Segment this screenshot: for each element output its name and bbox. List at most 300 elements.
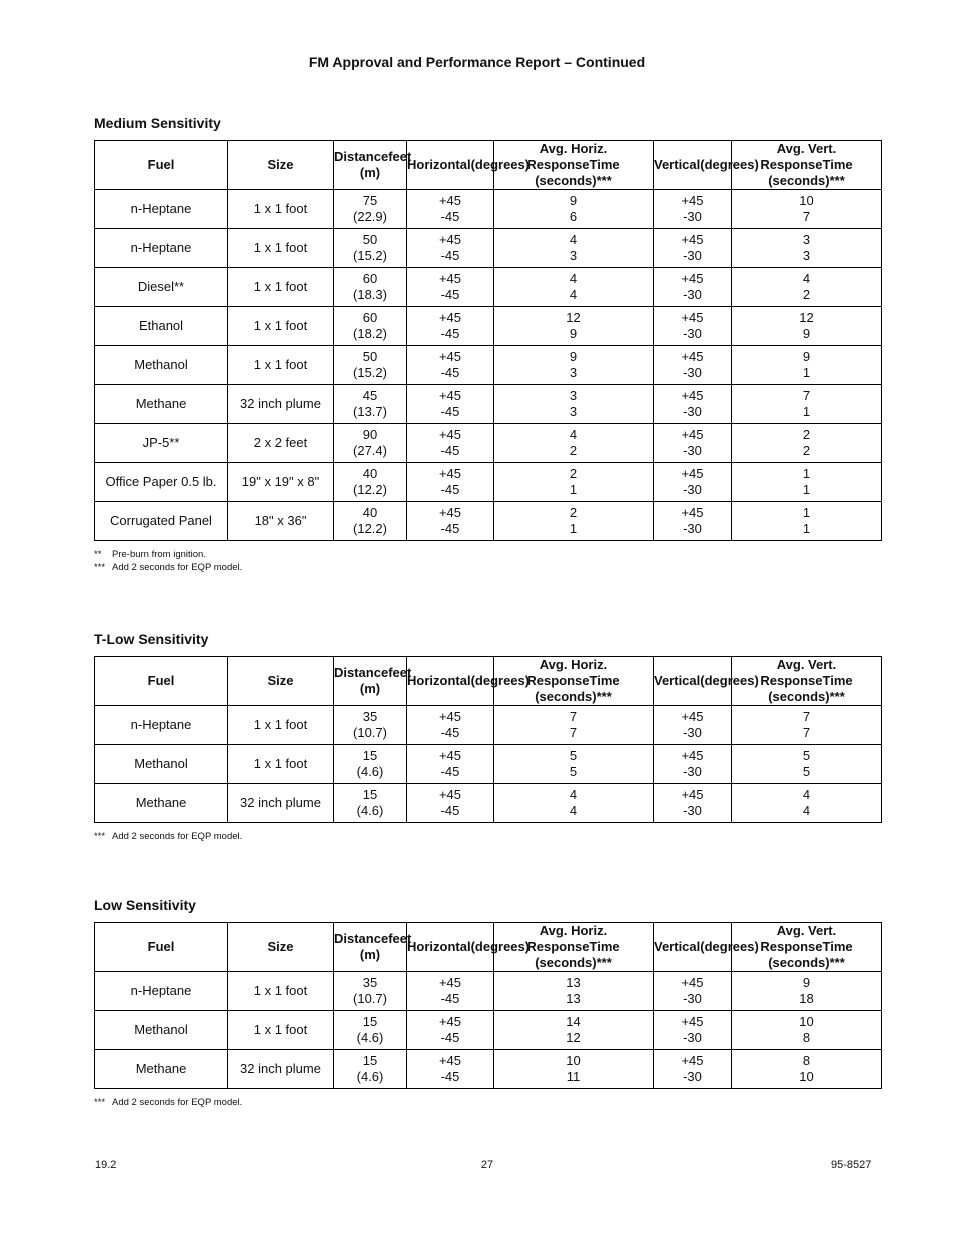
table-row bbox=[95, 784, 882, 823]
distance-meters: (22.9) bbox=[353, 209, 387, 224]
table-cell bbox=[654, 784, 732, 823]
table-cell bbox=[228, 745, 334, 784]
footnotes bbox=[94, 1096, 881, 1109]
table-cell bbox=[407, 745, 494, 784]
vertical-positive: +45 bbox=[681, 388, 704, 403]
vertical-negative: -30 bbox=[683, 248, 702, 263]
table-cell bbox=[494, 190, 654, 229]
table-cell bbox=[407, 424, 494, 463]
table-cell bbox=[494, 463, 654, 502]
table-cell bbox=[654, 424, 732, 463]
horizontal-positive: +45 bbox=[438, 349, 462, 364]
vert-response-1: 1 bbox=[802, 466, 811, 481]
horizontal-negative: -45 bbox=[440, 404, 460, 419]
table-cell bbox=[654, 1011, 732, 1050]
footnote-mark: ** bbox=[94, 549, 102, 560]
horizontal-negative: -45 bbox=[440, 326, 460, 341]
horizontal-negative: -45 bbox=[440, 521, 460, 536]
horizontal-negative: -45 bbox=[440, 1069, 460, 1084]
horizontal-negative: -45 bbox=[440, 991, 460, 1006]
table-cell bbox=[334, 972, 407, 1011]
table-cell bbox=[334, 502, 407, 541]
distance-meters: (4.6) bbox=[356, 1030, 384, 1045]
column-header-label: Avg. Horiz. ResponseTime (seconds)*** bbox=[527, 141, 620, 188]
table-cell bbox=[334, 463, 407, 502]
horizontal-positive: +45 bbox=[438, 427, 462, 442]
table-row bbox=[95, 1011, 882, 1050]
horiz-response-2: 11 bbox=[566, 1069, 581, 1084]
distance-feet: 35 bbox=[362, 975, 378, 990]
vertical-negative: -30 bbox=[683, 1030, 702, 1045]
table-cell bbox=[732, 784, 882, 823]
horiz-response-2: 3 bbox=[569, 248, 578, 263]
distance-feet: 75 bbox=[362, 193, 378, 208]
table-cell bbox=[732, 1050, 882, 1089]
vertical-negative: -30 bbox=[683, 991, 702, 1006]
table-cell bbox=[732, 229, 882, 268]
table-cell bbox=[407, 190, 494, 229]
horiz-response-1: 3 bbox=[569, 388, 578, 403]
table-cell bbox=[494, 346, 654, 385]
vertical-negative: -30 bbox=[683, 287, 702, 302]
fuel-cell: Methanol bbox=[134, 756, 188, 771]
table-cell bbox=[732, 1011, 882, 1050]
vertical-negative: -30 bbox=[683, 764, 702, 779]
distance-meters: (10.7) bbox=[353, 725, 387, 740]
horiz-response-1: 9 bbox=[569, 349, 578, 364]
horizontal-positive: +45 bbox=[438, 1014, 462, 1029]
horizontal-negative: -45 bbox=[440, 1030, 460, 1045]
table-cell bbox=[95, 1011, 228, 1050]
horizontal-positive: +45 bbox=[438, 193, 462, 208]
section-heading: Low Sensitivity bbox=[94, 897, 196, 913]
table-cell bbox=[494, 424, 654, 463]
table-cell bbox=[654, 229, 732, 268]
vert-response-1: 7 bbox=[802, 388, 811, 403]
table-cell bbox=[334, 346, 407, 385]
page-title: FM Approval and Performance Report – Continued bbox=[308, 54, 646, 70]
vert-response-2: 18 bbox=[799, 991, 814, 1006]
distance-meters: (18.2) bbox=[353, 326, 387, 341]
table-row bbox=[95, 307, 882, 346]
vert-response-1: 9 bbox=[802, 349, 811, 364]
table-row bbox=[95, 745, 882, 784]
vert-response-2: 7 bbox=[802, 725, 811, 740]
table-cell bbox=[228, 346, 334, 385]
horizontal-negative: -45 bbox=[440, 764, 460, 779]
distance-meters: (12.2) bbox=[353, 521, 387, 536]
size-cell: 2 x 2 feet bbox=[253, 435, 308, 450]
table-cell bbox=[334, 268, 407, 307]
table-cell bbox=[95, 229, 228, 268]
distance-feet: 40 bbox=[362, 505, 378, 520]
horiz-response-2: 12 bbox=[566, 1030, 581, 1045]
horiz-response-1: 4 bbox=[569, 787, 578, 802]
column-header-label: Fuel bbox=[147, 673, 175, 688]
header-row bbox=[95, 657, 882, 706]
table-cell bbox=[407, 385, 494, 424]
table-row bbox=[95, 346, 882, 385]
table-cell bbox=[407, 784, 494, 823]
column-header bbox=[654, 141, 759, 190]
horiz-response-2: 4 bbox=[569, 803, 578, 818]
footer-page-number: 27 bbox=[480, 1159, 494, 1171]
column-header-label: Fuel bbox=[147, 157, 175, 172]
vertical-negative: -30 bbox=[683, 209, 702, 224]
vert-response-1: 12 bbox=[799, 310, 814, 325]
size-cell: 32 inch plume bbox=[240, 396, 321, 411]
horiz-response-1: 10 bbox=[566, 1053, 581, 1068]
table-cell bbox=[407, 463, 494, 502]
table-cell bbox=[732, 190, 882, 229]
column-header-label: Fuel bbox=[147, 939, 175, 954]
horizontal-negative: -45 bbox=[440, 803, 460, 818]
distance-feet: 50 bbox=[362, 349, 378, 364]
fuel-cell: Methane bbox=[135, 1061, 187, 1076]
table-cell bbox=[334, 307, 407, 346]
vert-response-2: 7 bbox=[802, 209, 811, 224]
vertical-positive: +45 bbox=[681, 748, 704, 763]
fuel-cell: Office Paper 0.5 lb. bbox=[105, 474, 217, 489]
footnote bbox=[94, 548, 881, 561]
footnote bbox=[94, 830, 881, 843]
distance-feet: 60 bbox=[362, 310, 378, 325]
vert-response-1: 10 bbox=[799, 1014, 814, 1029]
column-header bbox=[228, 657, 334, 706]
footnotes bbox=[94, 548, 881, 574]
table-cell bbox=[654, 346, 732, 385]
distance-meters: (13.7) bbox=[353, 404, 387, 419]
horiz-response-1: 2 bbox=[569, 505, 578, 520]
table-row bbox=[95, 706, 882, 745]
column-header-label: Distancefeet (m) bbox=[334, 931, 412, 962]
horiz-response-1: 12 bbox=[566, 310, 581, 325]
table-row bbox=[95, 972, 882, 1011]
horizontal-negative: -45 bbox=[440, 287, 460, 302]
table-cell bbox=[95, 502, 228, 541]
footnote-text: Pre-burn from ignition. bbox=[112, 549, 206, 560]
table-cell bbox=[95, 745, 228, 784]
horiz-response-2: 6 bbox=[569, 209, 578, 224]
fuel-cell: Methanol bbox=[134, 357, 188, 372]
table-cell bbox=[494, 972, 654, 1011]
footnote bbox=[94, 561, 881, 574]
vert-response-2: 2 bbox=[802, 443, 811, 458]
table-cell bbox=[228, 190, 334, 229]
size-cell: 1 x 1 foot bbox=[253, 357, 308, 372]
column-header bbox=[407, 923, 530, 972]
table-cell bbox=[407, 1011, 494, 1050]
distance-meters: (10.7) bbox=[353, 991, 387, 1006]
vertical-positive: +45 bbox=[681, 193, 704, 208]
size-cell: 1 x 1 foot bbox=[253, 756, 308, 771]
table-cell bbox=[494, 307, 654, 346]
horiz-response-2: 9 bbox=[569, 326, 578, 341]
data-table bbox=[94, 140, 882, 541]
table-cell bbox=[95, 784, 228, 823]
distance-meters: (18.3) bbox=[353, 287, 387, 302]
data-table bbox=[94, 656, 882, 823]
table-cell bbox=[407, 268, 494, 307]
distance-meters: (4.6) bbox=[356, 1069, 384, 1084]
horizontal-positive: +45 bbox=[438, 271, 462, 286]
vert-response-2: 1 bbox=[802, 482, 811, 497]
footnote bbox=[94, 1096, 881, 1109]
size-cell: 32 inch plume bbox=[240, 795, 321, 810]
vert-response-2: 2 bbox=[802, 287, 811, 302]
vert-response-2: 10 bbox=[799, 1069, 814, 1084]
horizontal-negative: -45 bbox=[440, 482, 460, 497]
horizontal-negative: -45 bbox=[440, 209, 460, 224]
distance-feet: 40 bbox=[362, 466, 378, 481]
vert-response-2: 4 bbox=[802, 803, 811, 818]
column-header-label: Size bbox=[267, 157, 294, 172]
table-cell bbox=[334, 1050, 407, 1089]
table-cell bbox=[228, 1050, 334, 1089]
horizontal-positive: +45 bbox=[438, 505, 462, 520]
table-cell bbox=[95, 424, 228, 463]
horizontal-negative: -45 bbox=[440, 725, 460, 740]
vert-response-1: 7 bbox=[802, 709, 811, 724]
vertical-positive: +45 bbox=[681, 427, 704, 442]
table-row bbox=[95, 385, 882, 424]
horizontal-positive: +45 bbox=[438, 787, 462, 802]
column-header-label: Vertical(degrees) bbox=[654, 673, 759, 688]
column-header-label: Avg. Vert. ResponseTime (seconds)*** bbox=[760, 923, 853, 970]
column-header-label: Distancefeet (m) bbox=[334, 149, 412, 180]
size-cell: 1 x 1 foot bbox=[253, 983, 308, 998]
distance-feet: 90 bbox=[362, 427, 378, 442]
footnote-text: Add 2 seconds for EQP model. bbox=[112, 562, 243, 573]
column-header-label: Horizontal(degrees) bbox=[407, 939, 530, 954]
table-cell bbox=[654, 268, 732, 307]
table-cell bbox=[95, 463, 228, 502]
vert-response-1: 10 bbox=[799, 193, 814, 208]
vertical-positive: +45 bbox=[681, 466, 704, 481]
table-cell bbox=[95, 1050, 228, 1089]
vertical-negative: -30 bbox=[683, 326, 702, 341]
vertical-negative: -30 bbox=[683, 365, 702, 380]
table-cell bbox=[732, 307, 882, 346]
table-cell bbox=[407, 1050, 494, 1089]
horiz-response-1: 4 bbox=[569, 427, 578, 442]
fuel-cell: Methane bbox=[135, 795, 187, 810]
table-cell bbox=[654, 1050, 732, 1089]
horizontal-negative: -45 bbox=[440, 365, 460, 380]
vertical-positive: +45 bbox=[681, 709, 704, 724]
column-header-label: Avg. Horiz. ResponseTime (seconds)*** bbox=[527, 657, 620, 704]
vert-response-1: 2 bbox=[802, 427, 811, 442]
table-cell bbox=[228, 502, 334, 541]
size-cell: 1 x 1 foot bbox=[253, 201, 308, 216]
horiz-response-1: 7 bbox=[569, 709, 578, 724]
footnote-mark: *** bbox=[94, 562, 106, 573]
table-cell bbox=[228, 972, 334, 1011]
fuel-cell: Ethanol bbox=[138, 318, 184, 333]
table-cell bbox=[494, 1011, 654, 1050]
column-header-label: Horizontal(degrees) bbox=[407, 157, 530, 172]
column-header-label: Vertical(degrees) bbox=[654, 157, 759, 172]
table-cell bbox=[494, 229, 654, 268]
horiz-response-1: 4 bbox=[569, 271, 578, 286]
footer-doc-number: 95-8527 bbox=[831, 1159, 872, 1171]
table-cell bbox=[334, 229, 407, 268]
horizontal-positive: +45 bbox=[438, 310, 462, 325]
distance-feet: 15 bbox=[362, 1014, 378, 1029]
distance-meters: (15.2) bbox=[353, 365, 387, 380]
table-cell bbox=[228, 385, 334, 424]
table-cell bbox=[732, 745, 882, 784]
column-header-label: Size bbox=[267, 939, 294, 954]
distance-feet: 15 bbox=[362, 787, 378, 802]
column-header bbox=[334, 923, 412, 972]
fuel-cell: Methane bbox=[135, 396, 187, 411]
table-row bbox=[95, 268, 882, 307]
column-header bbox=[334, 657, 412, 706]
table-cell bbox=[95, 706, 228, 745]
horiz-response-2: 3 bbox=[569, 404, 578, 419]
vert-response-1: 8 bbox=[802, 1053, 811, 1068]
horizontal-positive: +45 bbox=[438, 232, 462, 247]
column-header bbox=[95, 141, 228, 190]
horiz-response-1: 14 bbox=[566, 1014, 581, 1029]
table-cell bbox=[334, 190, 407, 229]
distance-feet: 50 bbox=[362, 232, 378, 247]
horiz-response-2: 7 bbox=[569, 725, 578, 740]
table-cell bbox=[494, 784, 654, 823]
fuel-cell: n-Heptane bbox=[130, 201, 192, 216]
distance-meters: (4.6) bbox=[356, 803, 384, 818]
column-header bbox=[654, 923, 759, 972]
horiz-response-2: 2 bbox=[569, 443, 578, 458]
table-cell bbox=[95, 190, 228, 229]
fuel-cell: Methanol bbox=[134, 1022, 188, 1037]
table-cell bbox=[407, 346, 494, 385]
table-cell bbox=[95, 307, 228, 346]
vert-response-2: 5 bbox=[802, 764, 811, 779]
table-cell bbox=[228, 307, 334, 346]
medium-sensitivity-section bbox=[94, 115, 881, 574]
table-cell bbox=[334, 385, 407, 424]
vertical-positive: +45 bbox=[681, 505, 704, 520]
size-cell: 1 x 1 foot bbox=[253, 1022, 308, 1037]
horizontal-negative: -45 bbox=[440, 443, 460, 458]
column-header-label: Avg. Vert. ResponseTime (seconds)*** bbox=[760, 657, 853, 704]
distance-meters: (15.2) bbox=[353, 248, 387, 263]
size-cell: 1 x 1 foot bbox=[253, 240, 308, 255]
column-header-label: Horizontal(degrees) bbox=[407, 673, 530, 688]
fuel-cell: n-Heptane bbox=[130, 240, 192, 255]
horiz-response-2: 1 bbox=[569, 521, 578, 536]
table-row bbox=[95, 229, 882, 268]
table-cell bbox=[732, 706, 882, 745]
distance-feet: 15 bbox=[362, 748, 378, 763]
column-header-label: Avg. Vert. ResponseTime (seconds)*** bbox=[760, 141, 853, 188]
table-cell bbox=[732, 424, 882, 463]
footnote-mark: *** bbox=[94, 831, 106, 842]
size-cell: 32 inch plume bbox=[240, 1061, 321, 1076]
table-cell bbox=[654, 745, 732, 784]
vert-response-2: 1 bbox=[802, 365, 811, 380]
vertical-negative: -30 bbox=[683, 521, 702, 536]
column-header bbox=[95, 923, 228, 972]
table-cell bbox=[407, 229, 494, 268]
vert-response-2: 1 bbox=[802, 404, 811, 419]
table-cell bbox=[654, 307, 732, 346]
vertical-negative: -30 bbox=[683, 725, 702, 740]
data-table bbox=[94, 922, 882, 1089]
table-cell bbox=[95, 972, 228, 1011]
table-cell bbox=[732, 463, 882, 502]
footer-revision: 19.2 bbox=[95, 1159, 117, 1171]
table-row bbox=[95, 502, 882, 541]
distance-feet: 15 bbox=[362, 1053, 378, 1068]
column-header bbox=[95, 657, 228, 706]
footnote-text: Add 2 seconds for EQP model. bbox=[112, 1097, 243, 1108]
table-cell bbox=[732, 502, 882, 541]
horiz-response-1: 2 bbox=[569, 466, 578, 481]
horizontal-negative: -45 bbox=[440, 248, 460, 263]
size-cell: 19" x 19" x 8" bbox=[241, 474, 320, 489]
table-cell bbox=[228, 1011, 334, 1050]
column-header-label: Distancefeet (m) bbox=[334, 665, 412, 696]
table-cell bbox=[494, 502, 654, 541]
vert-response-2: 1 bbox=[802, 521, 811, 536]
horizontal-positive: +45 bbox=[438, 709, 462, 724]
table-cell bbox=[407, 972, 494, 1011]
vertical-positive: +45 bbox=[681, 349, 704, 364]
distance-feet: 60 bbox=[362, 271, 378, 286]
column-header-label: Vertical(degrees) bbox=[654, 939, 759, 954]
horizontal-positive: +45 bbox=[438, 388, 462, 403]
table-cell bbox=[334, 1011, 407, 1050]
table-cell bbox=[407, 307, 494, 346]
vertical-negative: -30 bbox=[683, 443, 702, 458]
vertical-negative: -30 bbox=[683, 803, 702, 818]
vert-response-1: 3 bbox=[802, 232, 811, 247]
vertical-positive: +45 bbox=[681, 787, 704, 802]
distance-feet: 35 bbox=[362, 709, 378, 724]
section-heading: Medium Sensitivity bbox=[94, 115, 221, 131]
vert-response-2: 9 bbox=[802, 326, 811, 341]
vertical-positive: +45 bbox=[681, 271, 704, 286]
table-cell bbox=[334, 784, 407, 823]
table-cell bbox=[654, 463, 732, 502]
vert-response-1: 4 bbox=[802, 271, 811, 286]
table-cell bbox=[732, 268, 882, 307]
column-header-label: Avg. Horiz. ResponseTime (seconds)*** bbox=[527, 923, 620, 970]
column-header bbox=[407, 141, 530, 190]
section-heading: T-Low Sensitivity bbox=[94, 631, 209, 647]
table-cell bbox=[334, 745, 407, 784]
distance-meters: (27.4) bbox=[353, 443, 387, 458]
horiz-response-1: 9 bbox=[569, 193, 578, 208]
vert-response-2: 8 bbox=[802, 1030, 811, 1045]
column-header bbox=[228, 923, 334, 972]
footnote-text: Add 2 seconds for EQP model. bbox=[112, 831, 243, 842]
table-cell bbox=[654, 385, 732, 424]
table-cell bbox=[494, 745, 654, 784]
horiz-response-2: 5 bbox=[569, 764, 578, 779]
vertical-positive: +45 bbox=[681, 232, 704, 247]
header-row bbox=[95, 141, 882, 190]
footnote-mark: *** bbox=[94, 1097, 106, 1108]
horizontal-positive: +45 bbox=[438, 975, 462, 990]
table-cell bbox=[228, 463, 334, 502]
vert-response-1: 9 bbox=[802, 975, 811, 990]
horiz-response-1: 4 bbox=[569, 232, 578, 247]
horizontal-positive: +45 bbox=[438, 748, 462, 763]
